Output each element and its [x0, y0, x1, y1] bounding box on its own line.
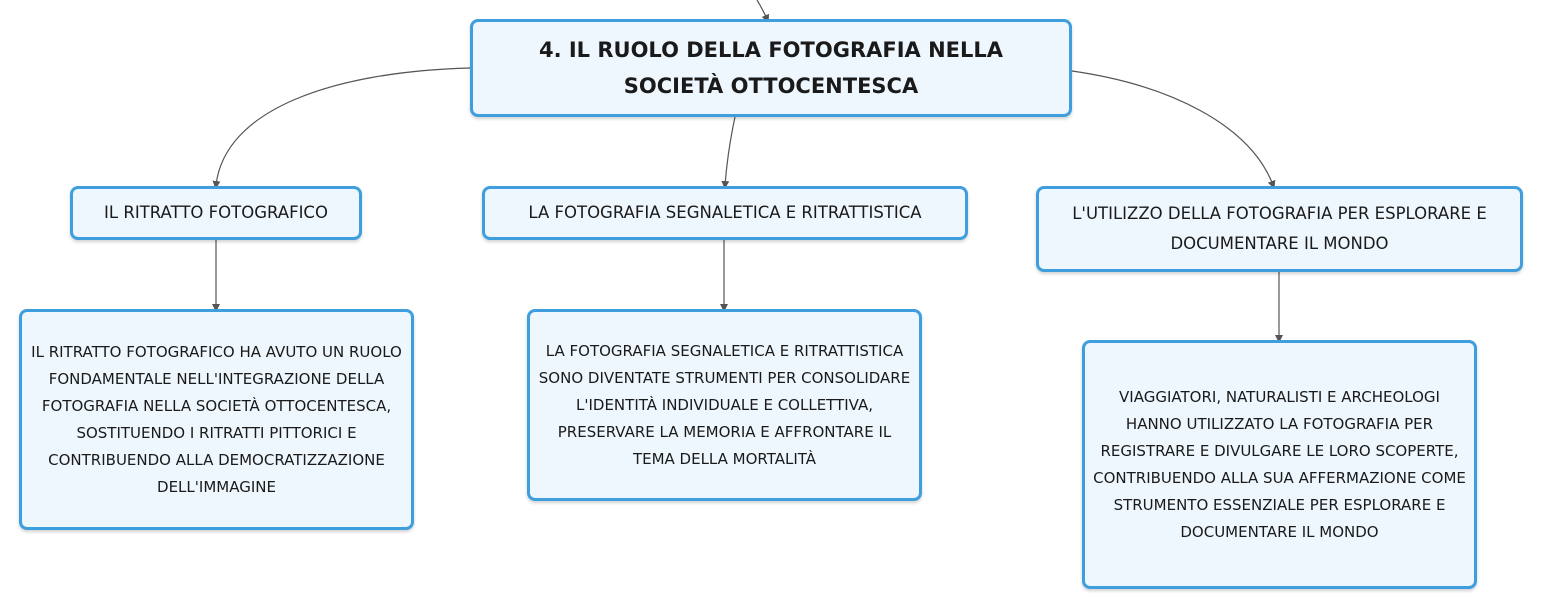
detail-node-fotografia-segnaletica[interactable]	[527, 309, 922, 501]
branch-label: L'UTILIZZO DELLA FOTOGRAFIA PER ESPLORARE E DOCUMENTARE IL MONDO	[1072, 204, 1487, 253]
detail-text: VIAGGIATORI, NATURALISTI E ARCHEOLOGI HANNO UTILIZZATO LA FOTOGRAFIA PER REGISTRARE E DIVULGARE LE LORO SCOPERTE, CONTRIBUENDO ALLA SUA AFFERMAZIONE COME STRUMENTO ESSENZIALE PER ESPLORARE E DOCUMENTARE IL MONDO	[1093, 387, 1466, 541]
detail-node-ritratto-fotografico[interactable]	[19, 309, 414, 530]
root-topic-node[interactable]	[470, 19, 1072, 117]
branch-node-esplorare-documentare[interactable]	[1036, 186, 1523, 272]
detail-text: LA FOTOGRAFIA SEGNALETICA E RITRATTISTICA SONO DIVENTATE STRUMENTI PER CONSOLIDARE L'IDENTITÀ INDIVIDUALE E COLLETTIVA, PRESERVARE LA MEMORIA E AFFRONTARE IL TEMA DELLA MORTALITÀ	[538, 341, 911, 468]
connector-root-to-branch-1	[216, 68, 470, 185]
branch-label: LA FOTOGRAFIA SEGNALETICA E RITRATTISTICA	[528, 203, 922, 222]
root-topic-label: 4. IL RUOLO DELLA FOTOGRAFIA NELLA SOCIETÀ OTTOCENTESCA	[538, 38, 1004, 98]
connector-root-to-branch-3	[1072, 71, 1273, 185]
connector-root-to-branch-2	[725, 117, 735, 185]
detail-node-esplorare-documentare[interactable]	[1082, 340, 1477, 589]
branch-node-fotografia-segnaletica[interactable]	[482, 186, 968, 240]
branch-label: IL RITRATTO FOTOGRAFICO	[104, 203, 328, 222]
detail-text: IL RITRATTO FOTOGRAFICO HA AVUTO UN RUOLO FONDAMENTALE NELL'INTEGRAZIONE DELLA FOTOGRAFIA NELLA SOCIETÀ OTTOCENTESCA, SOSTITUENDO I RITRATTI PITTORICI E CONTRIBUENDO ALLA DEMOCRATIZZAZIONE DELL'IMMAGINE	[31, 342, 402, 496]
connector-from-parent	[757, 0, 767, 19]
branch-node-ritratto-fotografico[interactable]	[70, 186, 362, 240]
